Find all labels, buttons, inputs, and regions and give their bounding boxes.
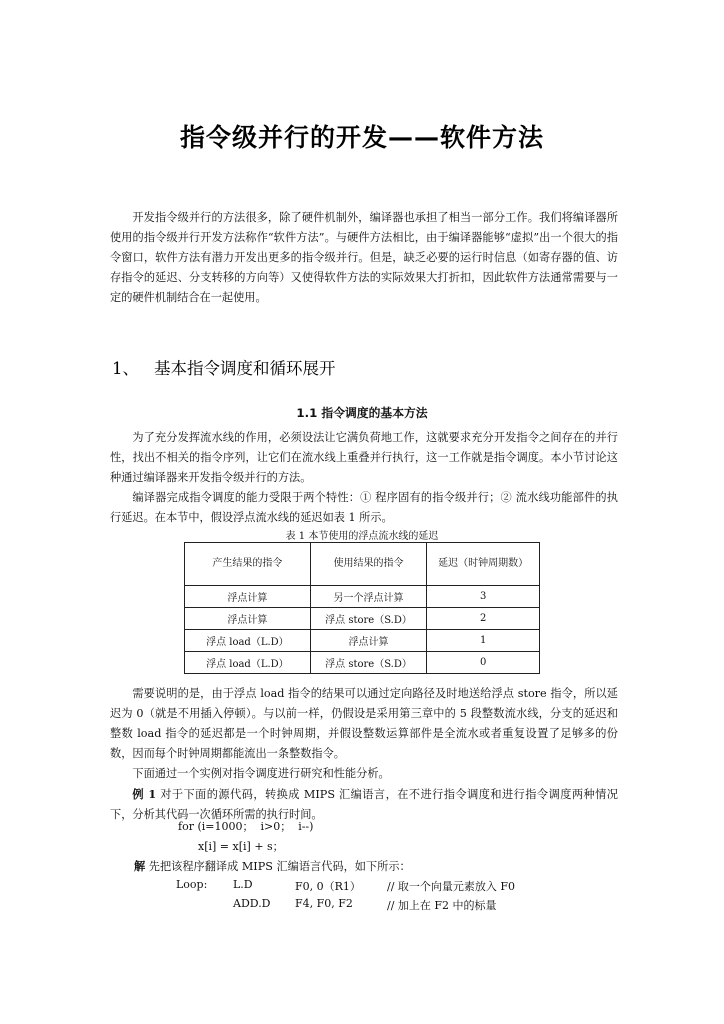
source-code-line: x[i] = x[i] + s；: [198, 840, 284, 853]
table-row: [185, 608, 540, 630]
asm-args: F0, 0（R1）: [295, 880, 361, 893]
table-cell: 浮点计算: [185, 586, 311, 608]
table-cell: 浮点 load（L.D）: [185, 630, 311, 652]
page-title: 指令级并行的开发——软件方法: [179, 123, 544, 152]
paragraph-note: 需要说明的是，由于浮点 load 指令的结果可以通过定向路径及时地送给浮点 store 指令，所以延迟为 0（就是不用插入停顿）。与以前一样，仍假设是采用第三章中的 5 段整数流水线，分支的延迟和整数 load 指令的延迟都是一个时钟周期，并假设整数运算部件是全流水或者重复设置了足够多的份数，因而每个时钟周期都能流出一条整数指令。: [110, 687, 618, 760]
table-row: [185, 652, 540, 674]
table-header: 使用结果的指令: [310, 543, 427, 586]
table-header: 产生结果的指令: [185, 543, 311, 586]
example-text: 对于下面的源代码，转换成 MIPS 汇编语言，在不进行指令调度和进行指令调度两种情况下，分析其代码一次循环所需的执行时间。: [110, 788, 618, 821]
solution-text: 先把该程序翻译成 MIPS 汇编语言代码，如下所示：: [148, 860, 411, 873]
source-code-line: for (i=1000； i>0； i--): [178, 820, 314, 833]
table-caption: 表 1 本节使用的浮点流水线的延迟: [285, 531, 439, 542]
subsection-heading-1-1: 1.1 指令调度的基本方法: [296, 406, 428, 420]
paragraph-compiler: 编译器完成指令调度的能力受限于两个特性：① 程序固有的指令级并行；② 流水线功能部件的执行延迟。在本节中，假设浮点流水线的延迟如表 1 所示。: [110, 491, 618, 524]
table-row: [185, 630, 540, 652]
asm-comment: // 加上在 F2 中的标量: [387, 899, 497, 912]
asm-args: F4, F0, F2: [295, 897, 353, 910]
table-row: [185, 586, 540, 608]
asm-comment: // 取一个向量元素放入 F0: [387, 880, 516, 893]
table-cell: 另一个浮点计算: [310, 586, 427, 608]
table-cell: 2: [427, 608, 540, 630]
table-cell: 浮点 load（L.D）: [185, 652, 311, 674]
paragraph-example-intro: 下面通过一个实例对指令调度进行研究和性能分析。: [132, 767, 390, 780]
intro-paragraph: 开发指令级并行的方法很多，除了硬件机制外，编译器也承担了相当一部分工作。我们将编译器所使用的指令级并行开发方法称作“软件方法”。与硬件方法相比，由于编译器能够“虚拟”出一个很大的指令窗口，软件方法有潜力开发出更多的指令级并行。但是，缺乏必要的运行时信息（如寄存器的值、访存指令的延迟、分支转移的方向等）又使得软件方法的实际效果大打折扣，因此软件方法通常需要与一定的硬件机制结合在一起使用。: [110, 211, 618, 304]
table-cell: 3: [427, 586, 540, 608]
table-cell: 1: [427, 630, 540, 652]
latency-table: [184, 542, 540, 674]
section-number: 1、: [112, 359, 139, 378]
table-header: 延迟（时钟周期数）: [427, 543, 540, 586]
section-heading-1: [112, 355, 336, 379]
solution-label: 解: [134, 859, 146, 873]
table-cell: 0: [427, 652, 540, 674]
asm-label: Loop:: [176, 878, 208, 891]
table-cell: 浮点计算: [185, 608, 311, 630]
asm-op: ADD.D: [233, 897, 271, 910]
asm-op: L.D: [233, 878, 253, 891]
table-cell: 浮点 store（S.D）: [310, 652, 427, 674]
solution: [134, 856, 618, 877]
table-header-row: [185, 543, 540, 586]
section-title: 基本指令调度和循环展开: [154, 359, 336, 378]
example-label: 例 1: [132, 787, 157, 801]
paragraph-scheduling: 为了充分发挥流水线的作用，必须设法让它满负荷地工作，这就要求充分开发指令之间存在的并行性，找出不相关的指令序列，让它们在流水线上重叠并行执行，这一工作就是指令调度。本小节讨论这种通过编译器来开发指令级并行的方法。: [110, 431, 618, 484]
table-cell: 浮点 store（S.D）: [310, 608, 427, 630]
table-cell: 浮点计算: [310, 630, 427, 652]
